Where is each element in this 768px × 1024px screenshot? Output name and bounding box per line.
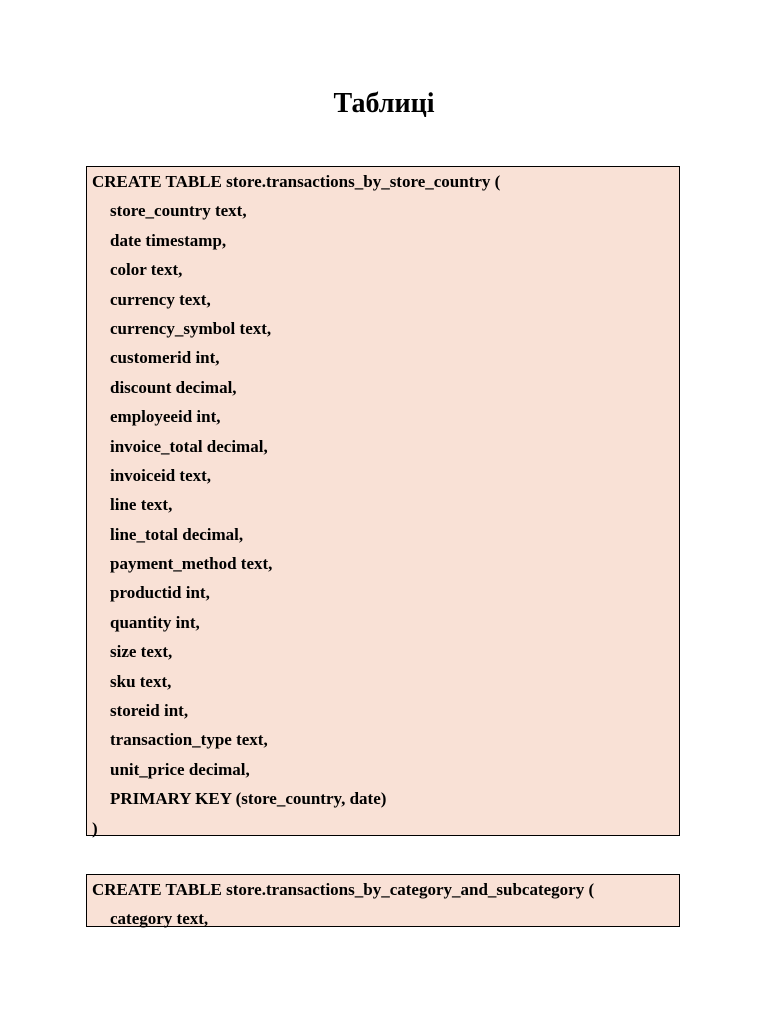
code-line: category text, <box>110 909 209 929</box>
page-title: Таблиці <box>333 88 435 119</box>
code-line: CREATE TABLE store.transactions_by_store_country ( <box>92 172 501 191</box>
code-line: invoice_total decimal, <box>110 436 268 456</box>
code-line: quantity int, <box>110 612 200 632</box>
code-line: date timestamp, <box>110 230 227 250</box>
code-line: customerid int, <box>110 348 220 368</box>
code-line: invoiceid text, <box>110 465 212 485</box>
code-line: currency_symbol text, <box>110 318 272 338</box>
code-block-transactions-by-store-country <box>86 166 680 836</box>
code-line: payment_method text, <box>110 554 273 574</box>
code-line: color text, <box>110 260 183 280</box>
code-line: productid int, <box>110 583 210 603</box>
code-block-transactions-by-category-and-subcategory <box>86 874 680 927</box>
code-line: unit_price decimal, <box>110 759 250 779</box>
code-line: transaction_type text, <box>110 730 268 750</box>
code-line: currency text, <box>110 289 211 309</box>
code-line: CREATE TABLE store.transactions_by_category_and_subcategory ( <box>92 880 595 899</box>
code-line: sku text, <box>110 671 172 691</box>
code-line: size text, <box>110 642 173 662</box>
code-line: line_total decimal, <box>110 524 244 544</box>
code-line: ) <box>92 818 98 838</box>
code-line: discount decimal, <box>110 377 237 397</box>
code-line: employeeid int, <box>110 407 221 427</box>
code-line: line text, <box>110 495 173 515</box>
code-line: store_country text, <box>110 201 247 221</box>
code-line: storeid int, <box>110 701 189 721</box>
code-line: PRIMARY KEY (store_country, date) <box>110 789 387 809</box>
